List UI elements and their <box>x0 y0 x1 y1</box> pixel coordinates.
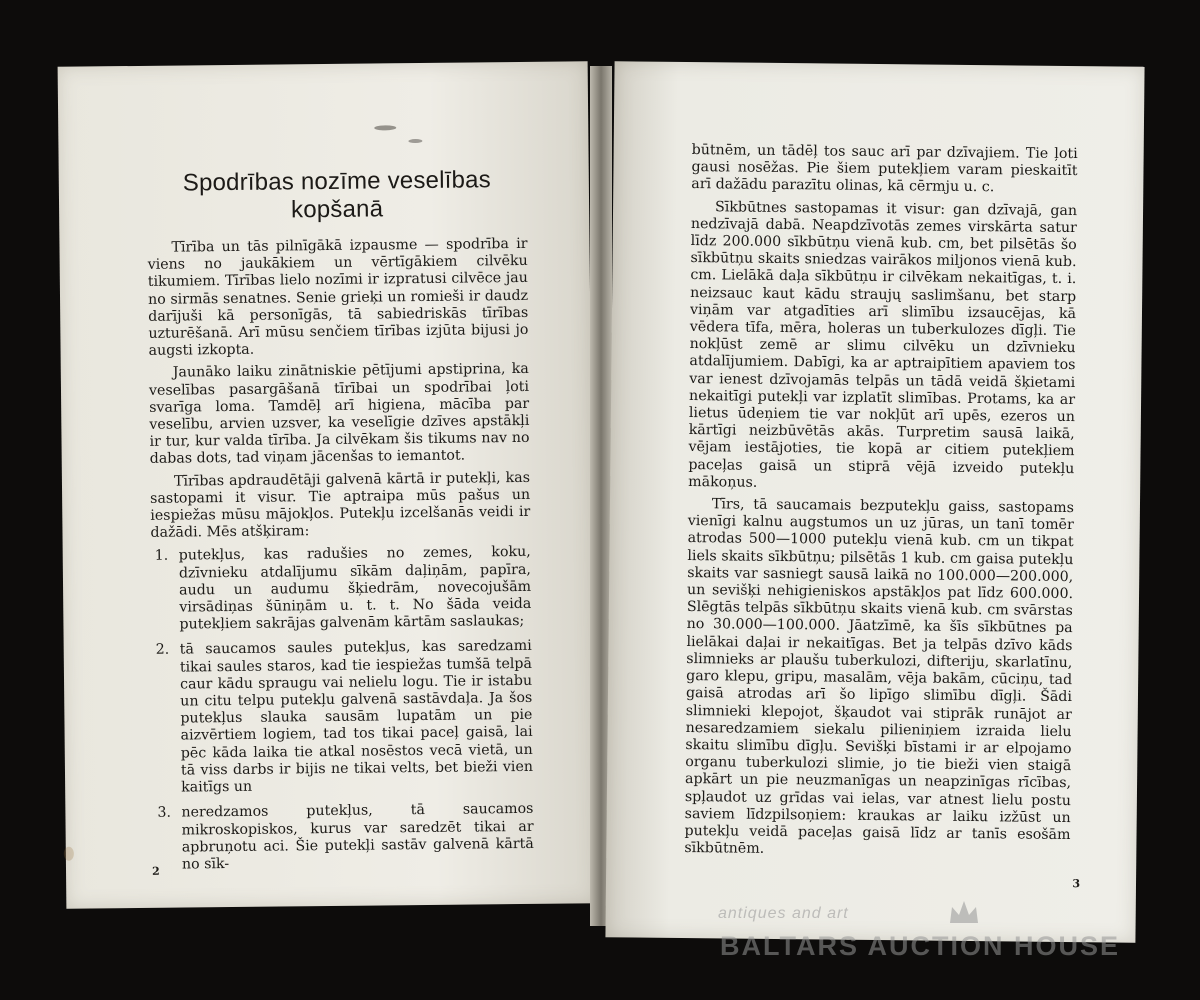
paragraph: Tīrības apdraudētāji galvenā kārtā ir putekļi, kas sastopami it visur. Tie aptraipa mūs pašus un iespiežas mūsu mājokļos. Putekļu izcelšanās veidi ir dažādi. Mēs atšķiram: <box>150 469 531 542</box>
left-text-column <box>147 166 534 882</box>
page-number: 3 <box>1072 877 1081 891</box>
paragraph: Sīkbūtnes sastopamas it visur: gan dzīvajā, gan nedzīvajā dabā. Neapdzīvotās zemes virskārta satur līdz 200.000 sīkbūtņu vienā kub. cm, bet pilsētās šo sīkbūtņu skaits sniedzas vairākos miljonos vienā kub. cm. Lielākā daļa sīkbūtņu ir cilvēkam nekaitīgas, t. i. neizsauc kaut kādu straujų saslimšanu, bet starp viņām var atgadīties arī slimību izsaucējas, kā vēdera tīfa, mēra, holeras un tuberkulozes dīgļi. Tie nokļūst zemē ar slimu cilvēku un dzīvnieku atdalījumiem. Dabīgi, ka ar aptraipītiem apaviem tos var ienest dzīvojamās telpās un tādā veidā šķietami nekaitīgi putekļi var izplatīt slimības. Protams, ka ar lietus ūdeņiem tie var nokļūt arī upēs, ezeros un kārtīgi neizbūvētās akās. Turpretim sausā laikā, vējam iestājoties, tie kopā ar citiem putekļiem paceļas gaisā un stiprā vējā izveido putekļu mākoņus. <box>688 198 1078 491</box>
right-page <box>605 61 1144 943</box>
paragraph: Tīrs, tā saucamais bezputekļu gaiss, sastopams vienīgi kalnu augstumos un uz jūras, un tanī tomēr atrodas 500—1000 putekļu vienā kub. cm un tikpat liels skaits sīkbūtņu; pilsētās 1 kub. cm gaisa putekļu skaits var sasniegt sausā laikā no 100.000—200.000, un sevišķi nehigieniskos apstākļos pat līdz 600.000. Slēgtās telpās sīkbūtņu skaits vienā kub. cm svārstas no 30.000—100.000. Jāatzīmē, ka šīs sīkbūtnes pa lielākai daļai ir nekaitīgas. Bet ja telpās dzīvo kāds slimnieks ar plaušu tuberkulozi, difteriju, skarlatīnu, garo klepu, gripu, masalām, vēja bakām, cūciņu, tad gaisā atrodas arī šo lipīgo slimību dīgļi. Šādi slimnieki klepojot, šķaudot vai stiprāk runājot ar nesaredzamiem siekalu pilieniņiem izraida lielu skaitu slimību dīgļu. Sevišķi bīstami ir ar elpojamo organu tuberkulozi slimie, jo tie bieži vien staigā apkārt un pie neuzmanīgas un neapzinīgas rīcības, spļaudot uz grīdas vai ielas, var atnest lielu postu saviem līdzpilsoņiem: kraukas ar laiku izžūst un putekļu veidā paceļas gaisā līdz ar tanīs esošām sīkbūtnēm. <box>684 496 1075 857</box>
right-text-column <box>684 142 1078 866</box>
dust-types-list <box>151 544 534 874</box>
stain-mark <box>64 847 74 861</box>
list-number: 1. <box>154 548 169 565</box>
left-page <box>58 61 597 909</box>
watermark-house-name: BALTARS AUCTION HOUSE <box>720 931 1120 961</box>
list-item-text: tā saucamos saules putekļus, kas saredzami tikai saules staros, kad tie iespiežas tumšā telpā caur kādu spraugu vai nelielu logu. Tie ir istabu un citu telpu putekļu galvenā sastāvdaļa. Ja šos putekļus slauka sausām lupatām un pie aizvērtiem logiem, tad tos tikai paceļ gaisā, lai pēc kāda laika tie atkal nosēstos vecā vietā, un tā viss darbs ir bijis ne tikai velts, bet bieži vien kaitīgs un <box>179 638 534 796</box>
list-number: 2. <box>155 642 170 659</box>
paragraph: būtnēm, un tādēļ tos sauc arī par dzīvajiem. Tie ļoti gausi nosēžas. Pie šiem putekļiem varam pieskaitīt arī dažādu parazītu olinas, kā cērmju u. c. <box>691 142 1078 196</box>
paragraph: Jaunāko laiku zinātniskie pētījumi apstiprina, ka veselības pasargāšanā tīrībai un spodrībai ļoti svarīga loma. Tamdēļ arī higiena, mācība par veselību, arvien uzsver, ka veselīgie dzīves apstākļi ir tur, kur valda tīrība. Ja cilvēkam šis tikums nav no dabas dots, tad viņam jācenšas to iemantot. <box>148 361 530 468</box>
auction-watermark <box>700 905 1120 975</box>
list-item <box>151 544 532 634</box>
list-item-text: neredzamos putekļus, tā saucamos mikroskopiskos, kurus var saredzēt tikai ar apbruņotu aci. Šie putekļi sastāv galvenā kārtā no sīk- <box>181 801 534 873</box>
list-number: 3. <box>157 804 172 822</box>
list-item-text: putekļus, kas radušies no zemes, koku, dzīvnieku atdalījumu sīkām daļiņām, papīra, audu un audumu šķiedrām, novecojušām virsādiņas šūniņām u. t. t. No šāda veida putekļiem sakrājas galvenām kārtām saslaukas; <box>178 544 532 633</box>
article-title: Spodrības nozīme veselības kopšanā <box>182 166 491 224</box>
ink-smudge <box>408 139 422 143</box>
watermark-tagline: antiques and art <box>718 905 849 922</box>
ink-smudge <box>374 125 396 130</box>
list-item <box>152 638 534 797</box>
paragraph: Tīrība un tās pilnīgākā izpausme — spodrība ir viens no jaukākiem un vērtīgākiem cilvēku tikumiem. Tīrības lielo nozīmi ir izpratusi cilvēce jau no sirmās senatnes. Senie grieķi un romieši ir daudz darījuši kā personīgās, tā sabiedriskās tīrības uzturēšanā. Arī mūsu senčiem tīrības izjūta bijusi jo augsti izkopta. <box>147 235 529 360</box>
page-number: 2 <box>151 864 160 878</box>
open-booklet <box>62 56 1140 946</box>
crown-icon <box>948 899 980 927</box>
list-item <box>153 801 534 874</box>
